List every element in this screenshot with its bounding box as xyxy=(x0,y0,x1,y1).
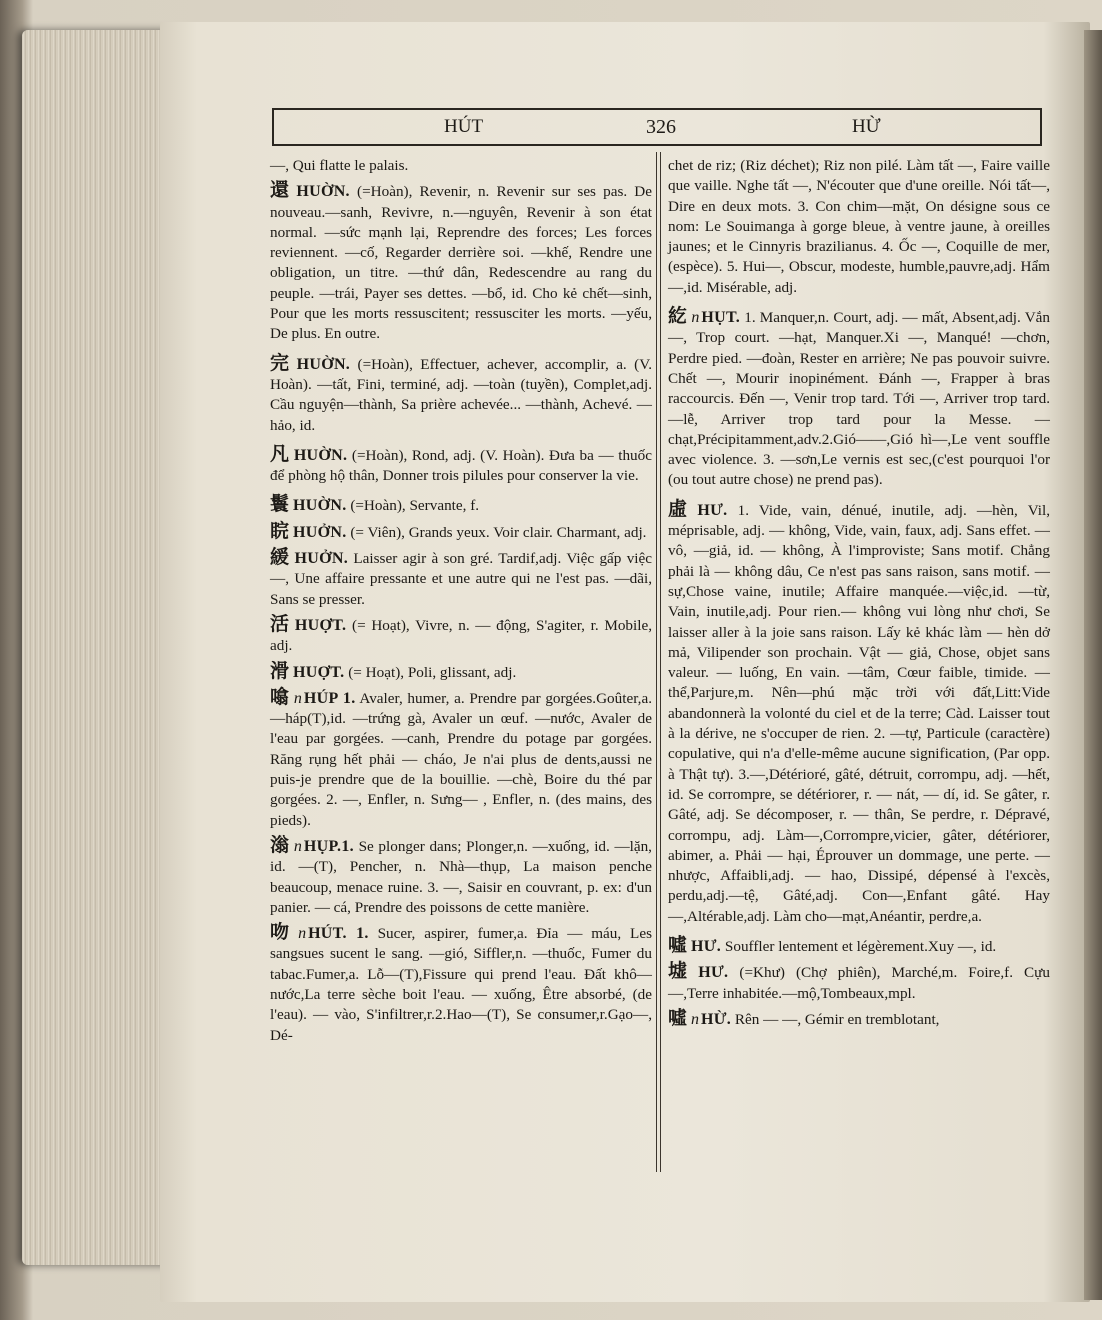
running-header xyxy=(272,108,1042,146)
dictionary-entry xyxy=(270,353,652,436)
dictionary-entry xyxy=(270,661,652,683)
page-number: 326 xyxy=(646,116,676,138)
dictionary-entry xyxy=(270,494,652,516)
headword: HÚT. 1. xyxy=(308,925,369,943)
entry-text: (= Viên), Grands yeux. Voir clair. Charmant, adj. xyxy=(350,523,647,541)
dictionary-entry xyxy=(270,547,652,610)
headword: HUỢT. xyxy=(294,616,347,634)
chinese-character: 還 xyxy=(270,179,293,202)
dictionary-entry xyxy=(668,935,1050,957)
dictionary-entry xyxy=(270,835,652,918)
dictionary-entry xyxy=(270,614,652,657)
dictionary-entry xyxy=(270,444,652,487)
noun-marker: n xyxy=(691,1010,700,1028)
chinese-character: 噏 xyxy=(270,685,290,708)
chinese-character: 虛 xyxy=(668,497,694,520)
dictionary-entry xyxy=(270,521,652,543)
headword: HƯ. xyxy=(698,964,729,982)
headword: HUỞN. xyxy=(294,550,349,568)
entry-text: Rên — —, Gémir en tremblotant, xyxy=(734,1010,940,1028)
dictionary-entry xyxy=(668,961,1050,1004)
headword: HÚP 1. xyxy=(303,689,356,707)
entry-text: (=Hoàn), Servante, f. xyxy=(350,497,480,515)
page-edges xyxy=(22,30,172,1265)
headword: HƯ. xyxy=(691,937,722,955)
headword: HUỜN. xyxy=(293,497,347,515)
chinese-character: 滃 xyxy=(270,833,290,856)
chinese-character: 睆 xyxy=(270,519,290,542)
entry-text: Laisser agir à son gré. Tardif,adj. Việc gấp việc —, Une affaire pressante et une autre qui ne l'est pas. —dãi, Sans se presser. xyxy=(270,550,653,608)
column-rule xyxy=(660,152,661,1172)
headword: HUỢT. xyxy=(293,663,345,681)
headword: HƯ. xyxy=(697,501,728,519)
chinese-character: 噓 xyxy=(668,1006,688,1029)
entry-text: (=Hoàn), Revenir, n. Revenir sur ses pas. De nouveau.—sanh, Revivre, n.—nguyên, Revenir à son état normal. —sức mạnh lại, Reprendre des forces; Les forces reviennent. —cố, Regarder derrière soi. —khế, Rendre une obligation, un titre. —thứ dân, Redescendre au rang du peuple. —trái, Payer ses dettes. —bổ, id. Cho kẻ chết—sinh, Pour que les morts ressuscitent; ressusciter les morts. —yếu, De plus. En outre. xyxy=(270,183,653,343)
headword: HỪ. xyxy=(701,1010,732,1028)
headword: HUỞN. xyxy=(293,523,347,541)
entry-text: —, Qui flatte le palais. xyxy=(270,157,409,174)
headword: HUỜN. xyxy=(293,446,348,464)
chinese-character: 完 xyxy=(270,351,293,374)
dictionary-entry xyxy=(668,306,1050,491)
chinese-character: 吻 xyxy=(270,921,295,944)
right-column xyxy=(668,156,1050,1034)
binding-edge xyxy=(1084,30,1102,1300)
noun-marker: n xyxy=(691,309,700,327)
entry-text: Souffler lentement et légèrement.Xuy —, id. xyxy=(724,937,997,955)
chinese-character: 墟 xyxy=(668,960,695,983)
entry-text: 1. Vide, vain, dénué, inutile, adj. —hèn, Vil, méprisable, adj. — không, Vide, vain, faux, adj. Sans effet. —vô, —giả, id. — không, À l'improviste; Sans motif. Chẳng phải là — không dâu, Ce n'est pas sans raison, sans motif. —sự,Chose vaine, inutile; Affaire manquée.—việc,id. —từ, Vain, inutile,adj. Pour rien.— không vui lòng như chơi, Se laisser aller à la joie sans raison. Lấy kẻ khác làm — hèn dở mả, Vilipender son prochain. Vật — giả, Chose, objet sans valeur. — luống, En vain. —tâm, Cœur faible, timide. —thể,Parjure,m. Nên—phú mặc trời với đất,Litt:Vide abandonnerà la volonté du ciel et de la terre; Càd. Laisser tout à la dérive, ne s'occuper de rien. 2. —tự, Particule (caractère) copulative, qui n'a d'elle-même aucune signification, (Par opp. à Thật tự). 3.—,Détérioré, gâté, détruit, corrompu, adj. —hết, id. Se corrompre, se détériorer, r. — nát, — dí, id. Se gâter, r. Gâté, adj. Se décomposer, r. — thân, Se perdre, r. Dépravé, corrompu, adj. Làm—,Corrompre,vicier, gâter, détériorer, abimer, a. Phải — hại, Éprouver un dommage, une perte. —nhược, Affaibli,adj. — hao, Dissipé, dépensé à l'excès, perdu,adj.—tệ, Gâté,adj. Con—,Enfant gâté. Hay—,Altérable,adj. Làm cho—mạt,Anéantir, perdre,a. xyxy=(668,501,1050,925)
dictionary-entry xyxy=(668,156,1050,298)
entry-text: (=Hoàn), Effectuer, achever, accomplir, a. (V. Hoàn). —tất, Fini, terminé, adj. —toàn (tuyền), Complet,adj. Cầu nguyện—thành, Sa prière achevée... —thành, Achevé. —hảo, id. xyxy=(270,355,652,434)
entry-text: (= Hoạt), Poli, glissant, adj. xyxy=(348,663,517,681)
dictionary-entry xyxy=(270,180,652,344)
entry-text: chet de riz; (Riz déchet); Riz non pilé. Làm tất —, Faire vaille que vaille. Nghe tất —, N'écouter que d'une oreille. Nói tất—, Dire en deux mots. 3. Con chim—mặt, On désigne sous ce nom: Le Souimanga à gorge bleue, à ventre jaune, à oreilles jaunes; et le Cinnyris brazilianus. 4. Ốc —, Coquille de mer, (espèce). 5. Hui—, Obscur, modeste, humble,pauvre,adj. Hẩm —,id. Misérable, adj. xyxy=(668,157,1050,296)
headword: HUỜN. xyxy=(296,355,351,373)
chinese-character: 凡 xyxy=(270,442,290,465)
noun-marker: n xyxy=(293,837,302,855)
dictionary-entry xyxy=(270,687,652,831)
chinese-character: 鬟 xyxy=(270,493,290,516)
dictionary-entry xyxy=(668,1008,1050,1030)
column-rule xyxy=(656,152,657,1172)
noun-marker: n xyxy=(293,689,302,707)
chinese-character: 紇 xyxy=(668,305,688,328)
dictionary-entry xyxy=(668,499,1050,927)
headword: HỤP.1. xyxy=(303,837,354,855)
chinese-character: 緩 xyxy=(270,546,291,569)
header-right-word: HỪ xyxy=(852,116,881,137)
header-left-word: HÚT xyxy=(444,116,484,137)
headword: HUỜN. xyxy=(296,183,350,201)
entry-text: (= Hoạt), Vivre, n. — động, S'agiter, r. Mobile, adj. xyxy=(270,616,652,655)
left-column xyxy=(270,156,652,1050)
chinese-character: 活 xyxy=(270,612,291,635)
dictionary-entry xyxy=(270,156,652,176)
entry-text: Se plonger dans; Plonger,n. —xuống, id. —lặn, id. —(T), Pencher, n. Nhà—thụp, La maison penche beaucoup, menace ruine. 3. —, Saisir en couvrant, p. ex: d'un panier. — cá, Prendre des poissons de cette manière. xyxy=(270,837,652,916)
dictionary-entry xyxy=(270,922,652,1046)
entry-text: Avaler, humer, a. Prendre par gorgées.Goûter,a.—háp(T),id. —trứng gà, Avaler un œuf. —nước, Avaler de l'eau par gorgées. —canh, Prendre du potage par gorgées. Răng rụng hết phải — cháo, Je n'ai plus de dents,aussi ne puis-je prendre que de la bouillie. —chè, Boire du thé par gorgées. 2. —, Enfler, n. Sưng— , Enfler, n. (des mains, des pieds). xyxy=(270,689,652,829)
chinese-character: 噓 xyxy=(668,933,688,956)
entry-text: (=Hoàn), Rond, adj. (V. Hoàn). Đưa ba — thuốc để phòng hộ thân, Donner trois pilules pour conserver la vie. xyxy=(270,446,652,485)
headword: HỤT. xyxy=(701,309,741,327)
chinese-character: 滑 xyxy=(270,659,290,682)
entry-text: (=Khư) (Chợ phiên), Marché,m. Foire,f. Cựu—,Terre inhabitée.—mộ,Tombeaux,mpl. xyxy=(668,964,1050,1002)
noun-marker: n xyxy=(298,925,307,943)
entry-text: 1. Manquer,n. Court, adj. — mất, Absent,adj. Vắn—, Trop court. —hạt, Manquer.Xi —, Manqué! —chơn, Perdre pied. —đoàn, Rester en arrière; Ne pas pouvoir suivre. Chết —, Mourir inopinément. Đánh —, Frapper à bras raccourcis. Đến —, Venir trop tard. Tới —, Arriver trop tard. —lễ, Arriver trop tard pour la Messe. —chạt,Précipitamment,adv.2.Gió——,Gió hì—,Le vent souffle avec violence. 3. —sơn,Le vernis est sec,(c'est pourquoi l'or (ou tout autre chose) ne prend pas). xyxy=(668,309,1050,489)
entry-text: Sucer, aspirer, fumer,a. Đỉa — máu, Les sangsues sucent le sang. —gió, Siffler,n. —thuốc, Fumer du tabac.Fumer,a. Lỗ—(T),Fissure qui prend l'eau. Đất khô—nước,La terre sèche boit l'eau. — xuống, Être absorbé, (de l'eau). — vào, S'infiltrer,r.2.Hao—(T), Se consumer,r.Gạo—, Dé- xyxy=(270,925,652,1044)
